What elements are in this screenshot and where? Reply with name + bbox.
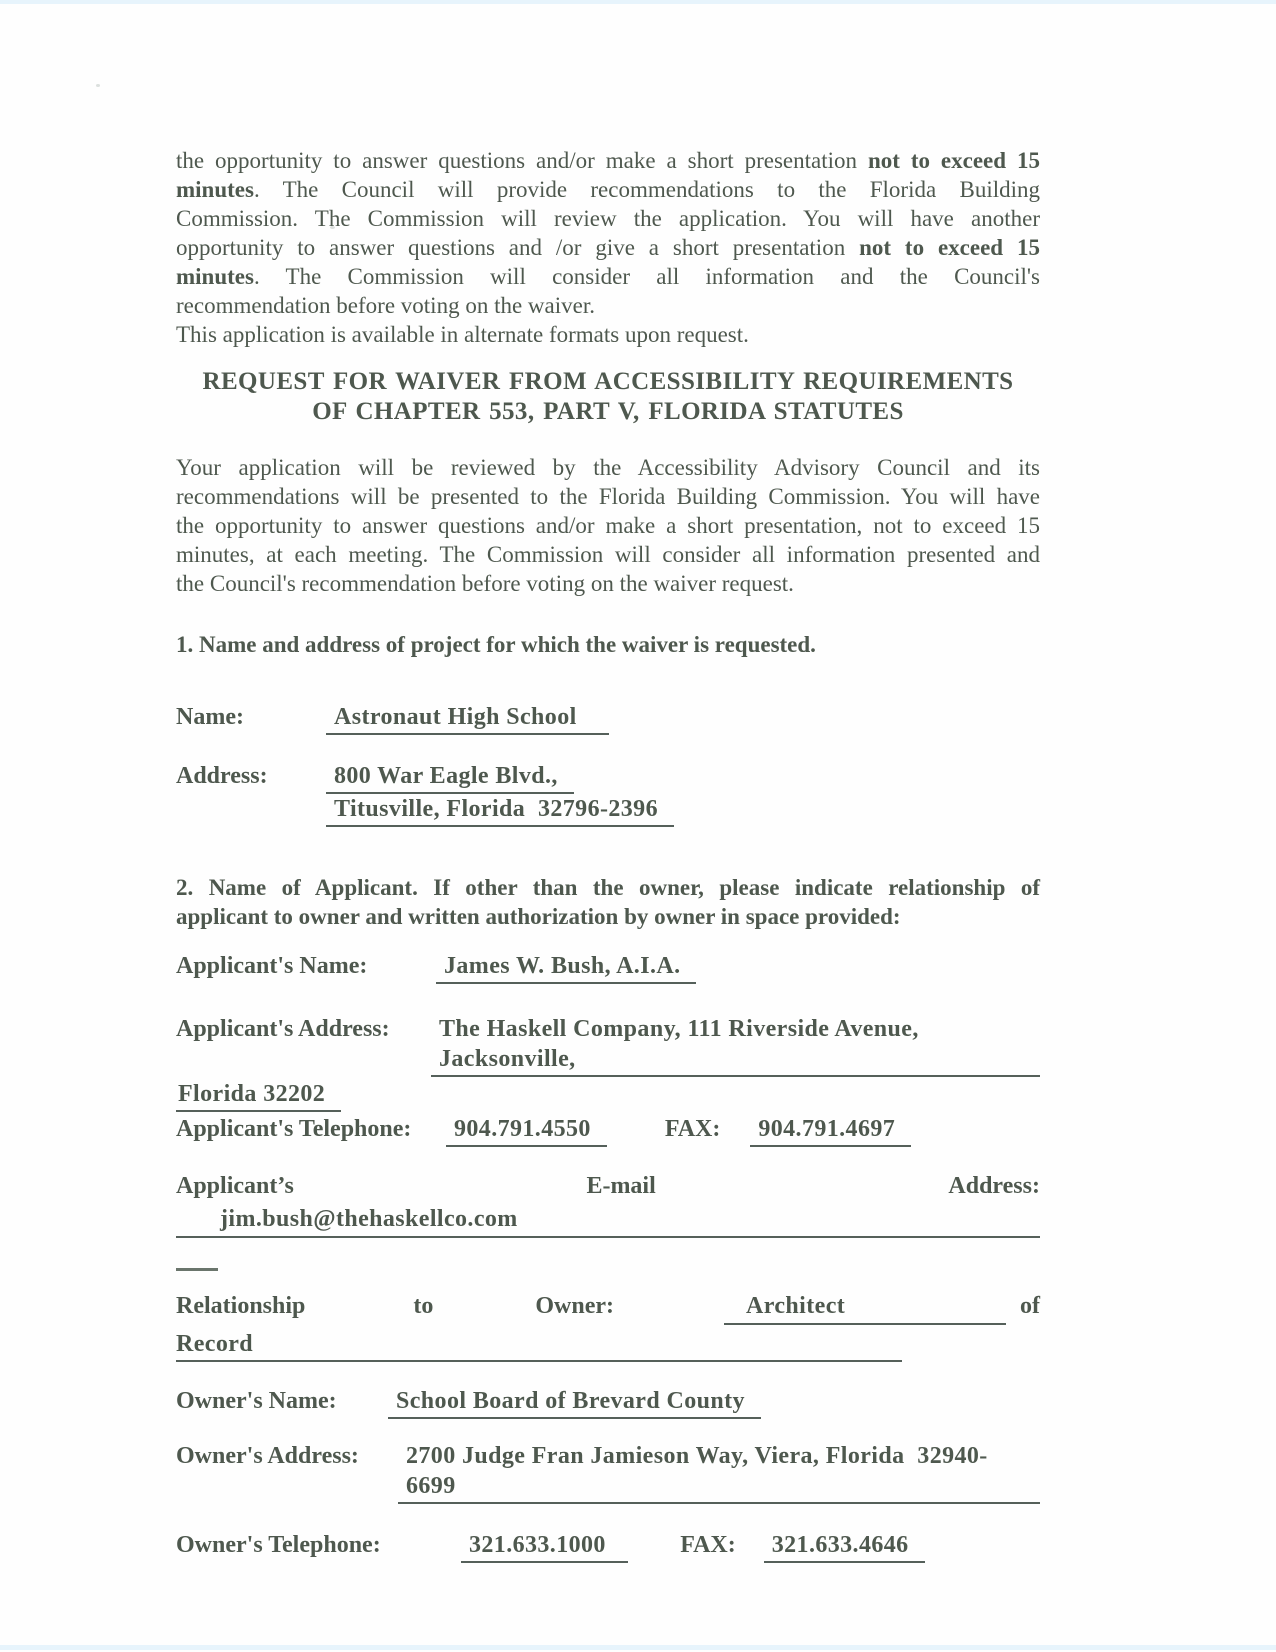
owner-name-row [176, 1386, 1040, 1419]
section1-heading: 1. Name and address of project for which the waiver is requested. [176, 632, 816, 657]
relationship-row [176, 1291, 1040, 1325]
intro-line [176, 204, 1040, 233]
review-paragraph [176, 453, 1040, 598]
intro-line [176, 146, 1040, 175]
applicant-address-value-line2: Florida 32202 [176, 1079, 341, 1112]
intro-text: opportunity to answer questions and /or give a short presentation [176, 235, 860, 260]
intro-text-bold: minutes [176, 177, 254, 202]
project-address-value [326, 761, 674, 827]
project-address-line1: 800 War Eagle Blvd., [326, 761, 574, 794]
owner-fax-value: 321.633.4646 [764, 1530, 925, 1563]
owner-telephone-row [176, 1530, 1040, 1563]
review-line: the opportunity to answer questions and/or make a short presentation, not to exceed 15 [176, 513, 1040, 538]
project-address-label: Address: [176, 763, 268, 789]
owner-telephone-label: Owner's Telephone: [176, 1532, 381, 1558]
intro-text: recommendation before voting on the waiver. [176, 293, 595, 318]
email-header-word-email: E-mail [586, 1173, 656, 1199]
intro-text-bold: not to exceed 15 [859, 235, 1040, 260]
intro-paragraph [176, 146, 1040, 349]
applicant-telephone-value: 904.791.4550 [446, 1114, 607, 1147]
applicant-address-row [176, 1014, 1040, 1077]
owner-address-value: 2700 Judge Fran Jamieson Way, Viera, Florida 32940-6699 [398, 1441, 1040, 1504]
applicant-fax-label: FAX: [664, 1116, 721, 1142]
relationship-value-architect: Architect [724, 1291, 1006, 1325]
relationship-word-owner: Owner: [535, 1293, 615, 1319]
applicant-address-value: The Haskell Company, 111 Riverside Avenue, Jacksonville, [431, 1014, 1040, 1077]
relationship-value-record: Record [176, 1328, 902, 1362]
intro-text: . The Commission will consider all information and the Council's [253, 264, 1040, 289]
owner-address-row [176, 1441, 1040, 1504]
intro-line [176, 233, 1040, 262]
owner-fax-label: FAX: [680, 1532, 736, 1558]
review-line: recommendations will be presented to the Florida Building Commission. You will have [176, 484, 1040, 509]
relationship-word-relationship: Relationship [176, 1293, 306, 1319]
intro-text-bold: minutes [176, 264, 254, 289]
applicant-name-value: James W. Bush, A.I.A. [436, 951, 696, 984]
owner-address-label: Owner's Address: [176, 1443, 359, 1469]
applicant-email-value: jim.bush@thehaskellco.com [176, 1204, 1040, 1238]
applicant-name-label: Applicant's Name: [176, 953, 368, 979]
document-content [176, 146, 1040, 1563]
review-line: minutes, at each meeting. The Commission will consider all information presented and [176, 542, 1040, 567]
applicant-telephone-row [176, 1114, 1040, 1147]
intro-text-bold: not to exceed 15 [867, 148, 1040, 173]
scan-edge-artifact-top [0, 0, 1276, 4]
section2-heading-line1: 2. Name of Applicant. If other than the owner, please indicate relationship of [176, 875, 1040, 900]
applicant-telephone-label: Applicant's Telephone: [176, 1116, 412, 1142]
project-name-row [176, 702, 1040, 735]
review-line: Your application will be reviewed by the Accessibility Advisory Council and its [176, 455, 1040, 480]
form-title-line1: REQUEST FOR WAIVER FROM ACCESSIBILITY REQUIREMENTS [202, 368, 1014, 395]
intro-line [176, 175, 1040, 204]
form-title-line2: OF CHAPTER 553, PART V, FLORIDA STATUTES [312, 398, 904, 425]
email-header-word-address: Address: [948, 1173, 1040, 1199]
project-name-value: Astronaut High School [326, 702, 609, 735]
project-name-label: Name: [176, 704, 244, 730]
scan-edge-artifact-bottom [0, 1645, 1276, 1650]
applicant-address-row2 [176, 1079, 1040, 1112]
intro-line [176, 262, 1040, 291]
review-line: the Council's recommendation before voting on the waiver request. [176, 571, 794, 596]
intro-text: the opportunity to answer questions and/or make a short presentation [176, 148, 868, 173]
scan-speck [96, 84, 100, 87]
relationship-word-to: to [413, 1293, 434, 1319]
applicant-fax-value: 904.791.4697 [750, 1114, 911, 1147]
section2-heading [176, 873, 1040, 931]
owner-name-label: Owner's Name: [176, 1388, 337, 1414]
section2-heading-line2: applicant to owner and written authorization by owner in space provided: [176, 904, 901, 929]
project-address-line2: Titusville, Florida 32796-2396 [326, 794, 674, 827]
owner-name-value: School Board of Brevard County [388, 1386, 761, 1419]
form-title [176, 367, 1040, 427]
email-header-word-applicants: Applicant’s [176, 1173, 294, 1199]
intro-text: Commission. The Commission will review the application. You will have another [176, 206, 1040, 231]
project-address-row [176, 761, 1040, 827]
applicant-address-label: Applicant's Address: [176, 1016, 390, 1042]
owner-telephone-value: 321.633.1000 [461, 1530, 628, 1563]
blank-line-stub [176, 1253, 218, 1271]
alternate-formats-note [176, 320, 1040, 349]
intro-text: . The Council will provide recommendations to the Florida Building [253, 177, 1040, 202]
applicant-email-header [176, 1171, 1040, 1201]
intro-text: This application is available in alternate formats upon request. [176, 322, 749, 347]
relationship-word-of: of [1020, 1293, 1040, 1319]
applicant-name-row [176, 951, 1040, 984]
intro-line [176, 291, 1040, 320]
